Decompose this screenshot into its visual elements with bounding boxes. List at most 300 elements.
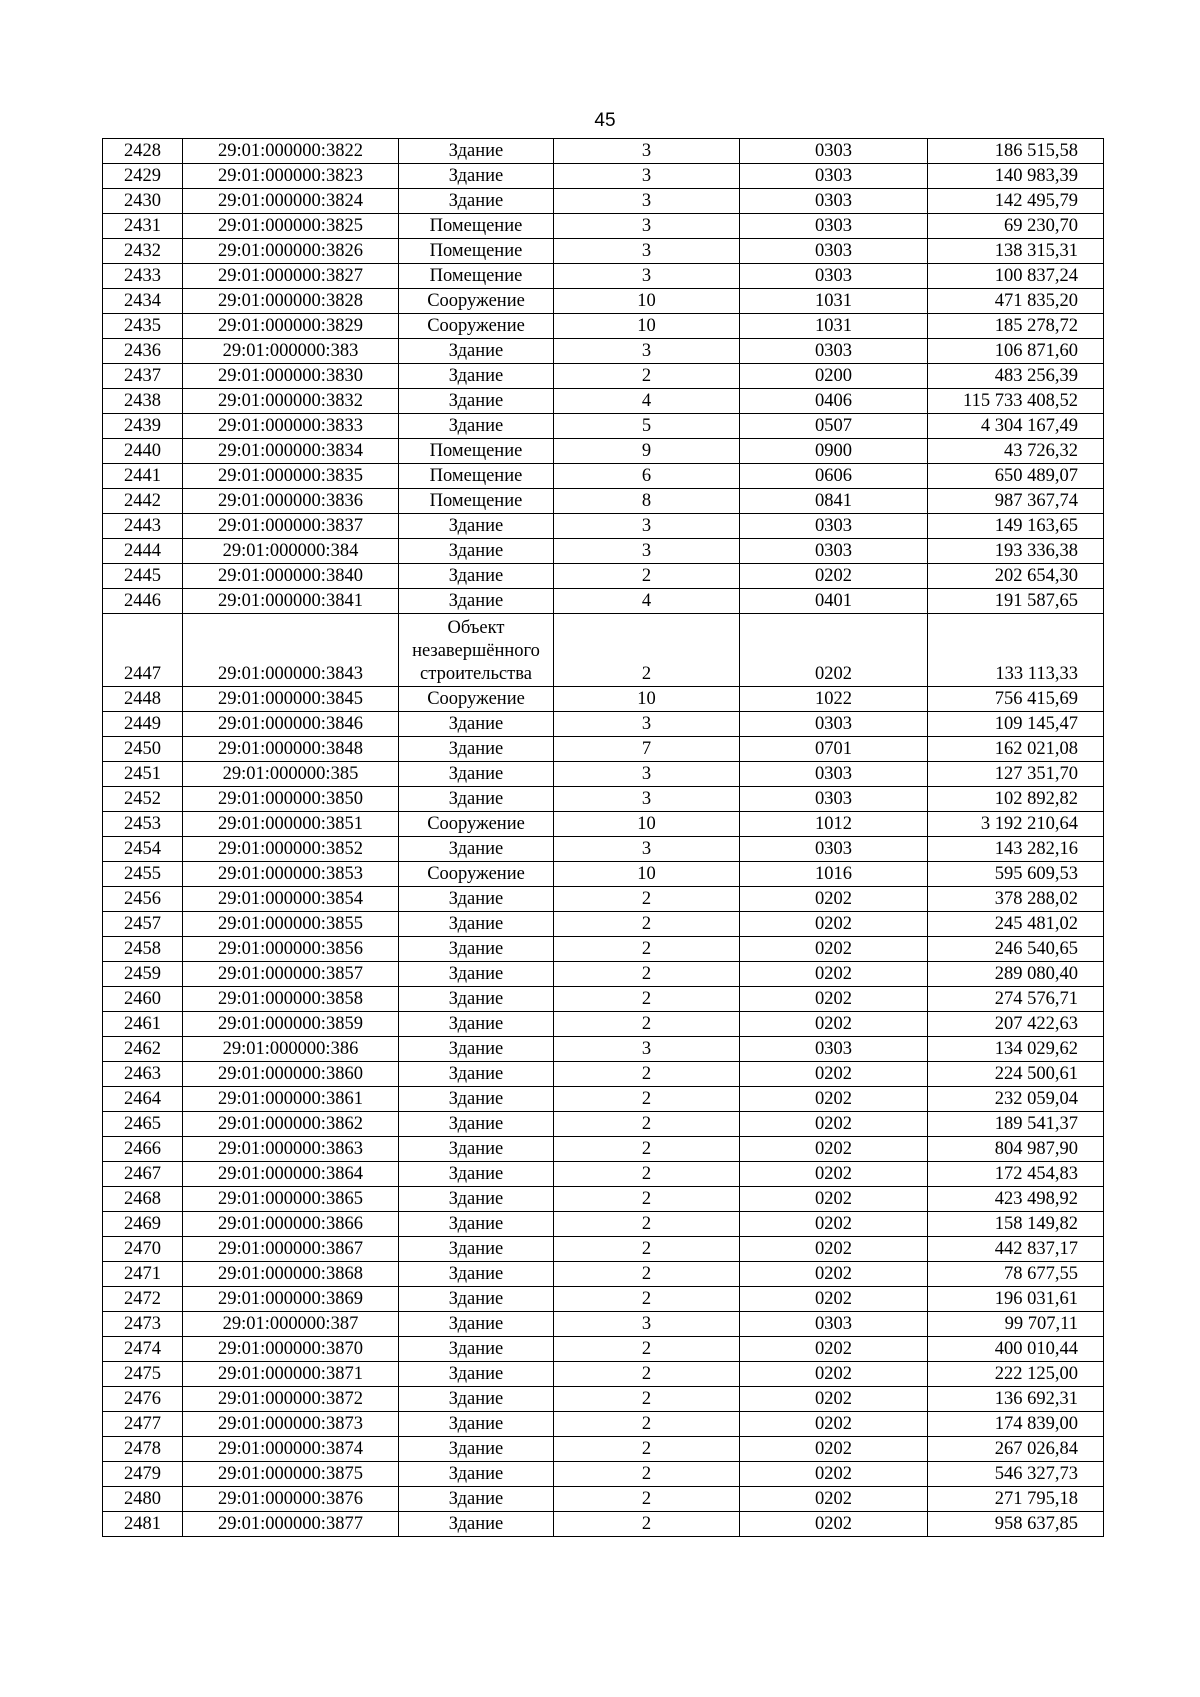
cadastral-value-cell: 271 795,18 <box>928 1487 1104 1512</box>
cadastral-value-cell: 987 367,74 <box>928 489 1104 514</box>
table-row <box>103 887 1104 912</box>
row-number-cell: 2479 <box>103 1462 183 1487</box>
group-cell: 2 <box>554 1212 740 1237</box>
object-type-cell: Здание <box>399 1512 554 1537</box>
table-row <box>103 1187 1104 1212</box>
cadastral-value-cell: 442 837,17 <box>928 1237 1104 1262</box>
row-number-cell: 2446 <box>103 589 183 614</box>
group-cell: 10 <box>554 812 740 837</box>
cadastral-value-cell: 172 454,83 <box>928 1162 1104 1187</box>
object-type-cell: Здание <box>399 139 554 164</box>
cadastral-value-cell: 69 230,70 <box>928 214 1104 239</box>
row-number-cell: 2476 <box>103 1387 183 1412</box>
table-row <box>103 1137 1104 1162</box>
cadastral-value-cell: 471 835,20 <box>928 289 1104 314</box>
cadastral-number-cell: 29:01:000000:3826 <box>183 239 399 264</box>
table-row <box>103 1387 1104 1412</box>
object-type-cell: Здание <box>399 1187 554 1212</box>
cadastral-number-cell: 29:01:000000:3853 <box>183 862 399 887</box>
cadastral-number-cell: 29:01:000000:386 <box>183 1037 399 1062</box>
subgroup-cell: 0202 <box>740 1262 928 1287</box>
cadastral-number-cell: 29:01:000000:3852 <box>183 837 399 862</box>
table-row <box>103 1237 1104 1262</box>
cadastral-number-cell: 29:01:000000:3848 <box>183 737 399 762</box>
cadastral-number-cell: 29:01:000000:3870 <box>183 1337 399 1362</box>
group-cell: 2 <box>554 1087 740 1112</box>
table-row <box>103 987 1104 1012</box>
object-type-cell: Здание <box>399 837 554 862</box>
row-number-cell: 2452 <box>103 787 183 812</box>
group-cell: 10 <box>554 289 740 314</box>
cadastral-number-cell: 29:01:000000:3846 <box>183 712 399 737</box>
group-cell: 2 <box>554 1162 740 1187</box>
subgroup-cell: 0202 <box>740 1237 928 1262</box>
subgroup-cell: 0200 <box>740 364 928 389</box>
group-cell: 3 <box>554 837 740 862</box>
row-number-cell: 2443 <box>103 514 183 539</box>
cadastral-value-cell: 958 637,85 <box>928 1512 1104 1537</box>
row-number-cell: 2457 <box>103 912 183 937</box>
table-body <box>103 139 1104 1537</box>
group-cell: 3 <box>554 539 740 564</box>
object-type-cell: Здание <box>399 1387 554 1412</box>
cadastral-value-cell: 149 163,65 <box>928 514 1104 539</box>
subgroup-cell: 1012 <box>740 812 928 837</box>
cadastral-value-cell: 232 059,04 <box>928 1087 1104 1112</box>
cadastral-number-cell: 29:01:000000:3856 <box>183 937 399 962</box>
cadastral-number-cell: 29:01:000000:3866 <box>183 1212 399 1237</box>
subgroup-cell: 0202 <box>740 962 928 987</box>
table-row <box>103 1087 1104 1112</box>
object-type-cell: Помещение <box>399 489 554 514</box>
cadastral-number-cell: 29:01:000000:3859 <box>183 1012 399 1037</box>
table-row <box>103 1212 1104 1237</box>
group-cell: 2 <box>554 1237 740 1262</box>
row-number-cell: 2465 <box>103 1112 183 1137</box>
subgroup-cell: 0303 <box>740 712 928 737</box>
subgroup-cell: 1031 <box>740 289 928 314</box>
group-cell: 3 <box>554 239 740 264</box>
group-cell: 9 <box>554 439 740 464</box>
row-number-cell: 2448 <box>103 687 183 712</box>
cadastral-number-cell: 29:01:000000:3851 <box>183 812 399 837</box>
object-type-cell: Сооружение <box>399 862 554 887</box>
subgroup-cell: 0202 <box>740 1487 928 1512</box>
row-number-cell: 2481 <box>103 1512 183 1537</box>
cadastral-value-cell: 245 481,02 <box>928 912 1104 937</box>
table-row <box>103 1112 1104 1137</box>
table-row <box>103 837 1104 862</box>
cadastral-number-cell: 29:01:000000:385 <box>183 762 399 787</box>
object-type-cell: Здание <box>399 389 554 414</box>
cadastral-number-cell: 29:01:000000:3875 <box>183 1462 399 1487</box>
cadastral-value-cell: 289 080,40 <box>928 962 1104 987</box>
table-row <box>103 1462 1104 1487</box>
table-row <box>103 1312 1104 1337</box>
cadastral-value-cell: 423 498,92 <box>928 1187 1104 1212</box>
cadastral-value-cell: 267 026,84 <box>928 1437 1104 1462</box>
group-cell: 10 <box>554 862 740 887</box>
subgroup-cell: 0202 <box>740 1462 928 1487</box>
cadastral-number-cell: 29:01:000000:3874 <box>183 1437 399 1462</box>
row-number-cell: 2433 <box>103 264 183 289</box>
subgroup-cell: 0202 <box>740 1062 928 1087</box>
row-number-cell: 2429 <box>103 164 183 189</box>
row-number-cell: 2475 <box>103 1362 183 1387</box>
cadastral-number-cell: 29:01:000000:3860 <box>183 1062 399 1087</box>
group-cell: 3 <box>554 787 740 812</box>
row-number-cell: 2439 <box>103 414 183 439</box>
group-cell: 10 <box>554 687 740 712</box>
table-row <box>103 1162 1104 1187</box>
cadastral-number-cell: 29:01:000000:384 <box>183 539 399 564</box>
table-row <box>103 812 1104 837</box>
table-row <box>103 464 1104 489</box>
object-type-cell: Здание <box>399 1137 554 1162</box>
group-cell: 3 <box>554 514 740 539</box>
cadastral-value-cell: 595 609,53 <box>928 862 1104 887</box>
row-number-cell: 2431 <box>103 214 183 239</box>
row-number-cell: 2467 <box>103 1162 183 1187</box>
cadastral-value-cell: 102 892,82 <box>928 787 1104 812</box>
row-number-cell: 2469 <box>103 1212 183 1237</box>
cadastral-number-cell: 29:01:000000:3861 <box>183 1087 399 1112</box>
subgroup-cell: 0900 <box>740 439 928 464</box>
row-number-cell: 2480 <box>103 1487 183 1512</box>
cadastral-value-cell: 224 500,61 <box>928 1062 1104 1087</box>
cadastral-number-cell: 29:01:000000:3837 <box>183 514 399 539</box>
group-cell: 6 <box>554 464 740 489</box>
object-type-cell: Здание <box>399 737 554 762</box>
subgroup-cell: 0303 <box>740 139 928 164</box>
subgroup-cell: 0202 <box>740 564 928 589</box>
cadastral-number-cell: 29:01:000000:3872 <box>183 1387 399 1412</box>
table-row <box>103 239 1104 264</box>
cadastral-value-cell: 650 489,07 <box>928 464 1104 489</box>
object-type-cell: Здание <box>399 1412 554 1437</box>
table-row <box>103 912 1104 937</box>
object-type-cell: Здание <box>399 1312 554 1337</box>
table-row <box>103 1062 1104 1087</box>
subgroup-cell: 0303 <box>740 164 928 189</box>
table-row <box>103 489 1104 514</box>
table-row <box>103 389 1104 414</box>
cadastral-number-cell: 29:01:000000:3858 <box>183 987 399 1012</box>
subgroup-cell: 0202 <box>740 1087 928 1112</box>
row-number-cell: 2459 <box>103 962 183 987</box>
group-cell: 2 <box>554 1462 740 1487</box>
subgroup-cell: 0701 <box>740 737 928 762</box>
table-row <box>103 314 1104 339</box>
object-type-cell: Здание <box>399 1487 554 1512</box>
cadastral-number-cell: 29:01:000000:3864 <box>183 1162 399 1187</box>
group-cell: 2 <box>554 1412 740 1437</box>
row-number-cell: 2456 <box>103 887 183 912</box>
row-number-cell: 2441 <box>103 464 183 489</box>
row-number-cell: 2466 <box>103 1137 183 1162</box>
cadastral-number-cell: 29:01:000000:3825 <box>183 214 399 239</box>
row-number-cell: 2471 <box>103 1262 183 1287</box>
table-row <box>103 589 1104 614</box>
subgroup-cell: 0202 <box>740 987 928 1012</box>
subgroup-cell: 0303 <box>740 762 928 787</box>
cadastral-value-cell: 174 839,00 <box>928 1412 1104 1437</box>
cadastral-value-cell: 483 256,39 <box>928 364 1104 389</box>
row-number-cell: 2453 <box>103 812 183 837</box>
cadastral-number-cell: 29:01:000000:3862 <box>183 1112 399 1137</box>
cadastral-value-cell: 546 327,73 <box>928 1462 1104 1487</box>
row-number-cell: 2436 <box>103 339 183 364</box>
subgroup-cell: 0202 <box>740 1187 928 1212</box>
object-type-cell: Здание <box>399 787 554 812</box>
object-type-cell: Помещение <box>399 214 554 239</box>
group-cell: 3 <box>554 139 740 164</box>
subgroup-cell: 0303 <box>740 1037 928 1062</box>
subgroup-cell: 1022 <box>740 687 928 712</box>
table-row <box>103 514 1104 539</box>
group-cell: 2 <box>554 1012 740 1037</box>
table-row <box>103 564 1104 589</box>
row-number-cell: 2449 <box>103 712 183 737</box>
object-type-cell: Здание <box>399 564 554 589</box>
group-cell: 2 <box>554 887 740 912</box>
cadastral-number-cell: 29:01:000000:3854 <box>183 887 399 912</box>
cadastral-number-cell: 29:01:000000:3865 <box>183 1187 399 1212</box>
object-type-cell: Сооружение <box>399 812 554 837</box>
row-number-cell: 2472 <box>103 1287 183 1312</box>
row-number-cell: 2444 <box>103 539 183 564</box>
cadastral-value-cell: 127 351,70 <box>928 762 1104 787</box>
object-type-cell: Здание <box>399 937 554 962</box>
object-type-cell: Здание <box>399 987 554 1012</box>
cadastral-value-cell: 106 871,60 <box>928 339 1104 364</box>
table-row <box>103 1362 1104 1387</box>
subgroup-cell: 0202 <box>740 937 928 962</box>
object-type-cell: Здание <box>399 1437 554 1462</box>
cadastral-value-cell: 78 677,55 <box>928 1262 1104 1287</box>
row-number-cell: 2434 <box>103 289 183 314</box>
cadastral-value-cell: 207 422,63 <box>928 1012 1104 1037</box>
row-number-cell: 2464 <box>103 1087 183 1112</box>
object-type-cell: Здание <box>399 762 554 787</box>
cadastral-value-cell: 400 010,44 <box>928 1337 1104 1362</box>
subgroup-cell: 0406 <box>740 389 928 414</box>
row-number-cell: 2435 <box>103 314 183 339</box>
group-cell: 3 <box>554 1037 740 1062</box>
table-row <box>103 1412 1104 1437</box>
subgroup-cell: 0303 <box>740 339 928 364</box>
subgroup-cell: 0841 <box>740 489 928 514</box>
cadastral-number-cell: 29:01:000000:3855 <box>183 912 399 937</box>
group-cell: 3 <box>554 264 740 289</box>
object-type-cell: Помещение <box>399 239 554 264</box>
table-row <box>103 712 1104 737</box>
cadastral-value-cell: 133 113,33 <box>928 614 1104 687</box>
cadastral-value-cell: 143 282,16 <box>928 837 1104 862</box>
cadastral-value-cell: 142 495,79 <box>928 189 1104 214</box>
table-row <box>103 762 1104 787</box>
group-cell: 2 <box>554 1487 740 1512</box>
subgroup-cell: 0303 <box>740 239 928 264</box>
group-cell: 2 <box>554 1437 740 1462</box>
object-type-cell: Здание <box>399 414 554 439</box>
table-row <box>103 962 1104 987</box>
subgroup-cell: 0303 <box>740 837 928 862</box>
table-row <box>103 189 1104 214</box>
object-type-cell: Здание <box>399 1287 554 1312</box>
row-number-cell: 2442 <box>103 489 183 514</box>
table-row <box>103 164 1104 189</box>
row-number-cell: 2463 <box>103 1062 183 1087</box>
row-number-cell: 2440 <box>103 439 183 464</box>
cadastral-number-cell: 29:01:000000:3835 <box>183 464 399 489</box>
group-cell: 2 <box>554 364 740 389</box>
group-cell: 3 <box>554 339 740 364</box>
object-type-cell: Здание <box>399 1112 554 1137</box>
table-row <box>103 539 1104 564</box>
subgroup-cell: 0202 <box>740 1512 928 1537</box>
cadastral-value-cell: 196 031,61 <box>928 1287 1104 1312</box>
table-row <box>103 1262 1104 1287</box>
row-number-cell: 2428 <box>103 139 183 164</box>
object-type-cell: Здание <box>399 712 554 737</box>
row-number-cell: 2461 <box>103 1012 183 1037</box>
group-cell: 5 <box>554 414 740 439</box>
row-number-cell: 2478 <box>103 1437 183 1462</box>
object-type-cell: Здание <box>399 912 554 937</box>
group-cell: 3 <box>554 712 740 737</box>
cadastral-number-cell: 29:01:000000:3868 <box>183 1262 399 1287</box>
group-cell: 2 <box>554 937 740 962</box>
subgroup-cell: 0202 <box>740 1437 928 1462</box>
group-cell: 2 <box>554 1362 740 1387</box>
table-row <box>103 1437 1104 1462</box>
cadastral-number-cell: 29:01:000000:3843 <box>183 614 399 687</box>
table-row <box>103 1337 1104 1362</box>
row-number-cell: 2438 <box>103 389 183 414</box>
object-type-cell: Здание <box>399 1262 554 1287</box>
cadastral-value-cell: 115 733 408,52 <box>928 389 1104 414</box>
object-type-cell: Здание <box>399 364 554 389</box>
table-row <box>103 1512 1104 1537</box>
subgroup-cell: 0202 <box>740 1387 928 1412</box>
cadastral-value-cell: 804 987,90 <box>928 1137 1104 1162</box>
cadastral-value-cell: 756 415,69 <box>928 687 1104 712</box>
object-type-cell: Здание <box>399 539 554 564</box>
cadastral-value-cell: 138 315,31 <box>928 239 1104 264</box>
row-number-cell: 2454 <box>103 837 183 862</box>
object-type-cell: Помещение <box>399 439 554 464</box>
subgroup-cell: 1031 <box>740 314 928 339</box>
cadastral-value-cell: 99 707,11 <box>928 1312 1104 1337</box>
table-row <box>103 364 1104 389</box>
group-cell: 2 <box>554 962 740 987</box>
group-cell: 3 <box>554 762 740 787</box>
group-cell: 3 <box>554 189 740 214</box>
group-cell: 2 <box>554 1112 740 1137</box>
subgroup-cell: 0202 <box>740 1112 928 1137</box>
group-cell: 2 <box>554 1512 740 1537</box>
subgroup-cell: 0202 <box>740 1412 928 1437</box>
group-cell: 3 <box>554 1312 740 1337</box>
row-number-cell: 2437 <box>103 364 183 389</box>
group-cell: 2 <box>554 1387 740 1412</box>
object-type-cell: Здание <box>399 887 554 912</box>
cadastral-number-cell: 29:01:000000:3857 <box>183 962 399 987</box>
row-number-cell: 2447 <box>103 614 183 687</box>
cadastral-value-cell: 43 726,32 <box>928 439 1104 464</box>
cadastral-value-cell: 274 576,71 <box>928 987 1104 1012</box>
cadastral-number-cell: 29:01:000000:3867 <box>183 1237 399 1262</box>
table-row <box>103 289 1104 314</box>
subgroup-cell: 0202 <box>740 1162 928 1187</box>
group-cell: 2 <box>554 1337 740 1362</box>
row-number-cell: 2477 <box>103 1412 183 1437</box>
group-cell: 2 <box>554 1287 740 1312</box>
object-type-cell: Здание <box>399 1062 554 1087</box>
cadastral-value-cell: 186 515,58 <box>928 139 1104 164</box>
cadastral-number-cell: 29:01:000000:3830 <box>183 364 399 389</box>
cadastral-value-cell: 158 149,82 <box>928 1212 1104 1237</box>
table-row <box>103 862 1104 887</box>
group-cell: 3 <box>554 164 740 189</box>
row-number-cell: 2445 <box>103 564 183 589</box>
object-type-cell: Здание <box>399 1037 554 1062</box>
cadastral-value-table <box>102 138 1104 1537</box>
row-number-cell: 2432 <box>103 239 183 264</box>
page-number: 45 <box>594 110 616 131</box>
subgroup-cell: 0202 <box>740 1287 928 1312</box>
object-type-cell: Здание <box>399 1337 554 1362</box>
subgroup-cell: 0202 <box>740 614 928 687</box>
subgroup-cell: 0202 <box>740 912 928 937</box>
subgroup-cell: 0606 <box>740 464 928 489</box>
cadastral-number-cell: 29:01:000000:3845 <box>183 687 399 712</box>
cadastral-value-cell: 4 304 167,49 <box>928 414 1104 439</box>
group-cell: 2 <box>554 1187 740 1212</box>
cadastral-value-cell: 185 278,72 <box>928 314 1104 339</box>
group-cell: 2 <box>554 987 740 1012</box>
subgroup-cell: 0202 <box>740 1362 928 1387</box>
cadastral-number-cell: 29:01:000000:3833 <box>183 414 399 439</box>
row-number-cell: 2462 <box>103 1037 183 1062</box>
cadastral-number-cell: 29:01:000000:3863 <box>183 1137 399 1162</box>
table-row <box>103 737 1104 762</box>
object-type-cell: Здание <box>399 164 554 189</box>
row-number-cell: 2460 <box>103 987 183 1012</box>
cadastral-number-cell: 29:01:000000:3841 <box>183 589 399 614</box>
subgroup-cell: 0303 <box>740 539 928 564</box>
cadastral-value-cell: 109 145,47 <box>928 712 1104 737</box>
object-type-cell: Здание <box>399 962 554 987</box>
object-type-cell: Объект незавершённого строительства <box>399 614 554 687</box>
subgroup-cell: 0202 <box>740 1212 928 1237</box>
subgroup-cell: 0303 <box>740 1312 928 1337</box>
cadastral-number-cell: 29:01:000000:3873 <box>183 1412 399 1437</box>
group-cell: 7 <box>554 737 740 762</box>
object-type-cell: Здание <box>399 589 554 614</box>
row-number-cell: 2468 <box>103 1187 183 1212</box>
subgroup-cell: 0303 <box>740 264 928 289</box>
group-cell: 2 <box>554 1137 740 1162</box>
group-cell: 10 <box>554 314 740 339</box>
subgroup-cell: 0303 <box>740 189 928 214</box>
row-number-cell: 2430 <box>103 189 183 214</box>
object-type-cell: Сооружение <box>399 289 554 314</box>
object-type-cell: Здание <box>399 1087 554 1112</box>
cadastral-value-cell: 140 983,39 <box>928 164 1104 189</box>
group-cell: 4 <box>554 389 740 414</box>
